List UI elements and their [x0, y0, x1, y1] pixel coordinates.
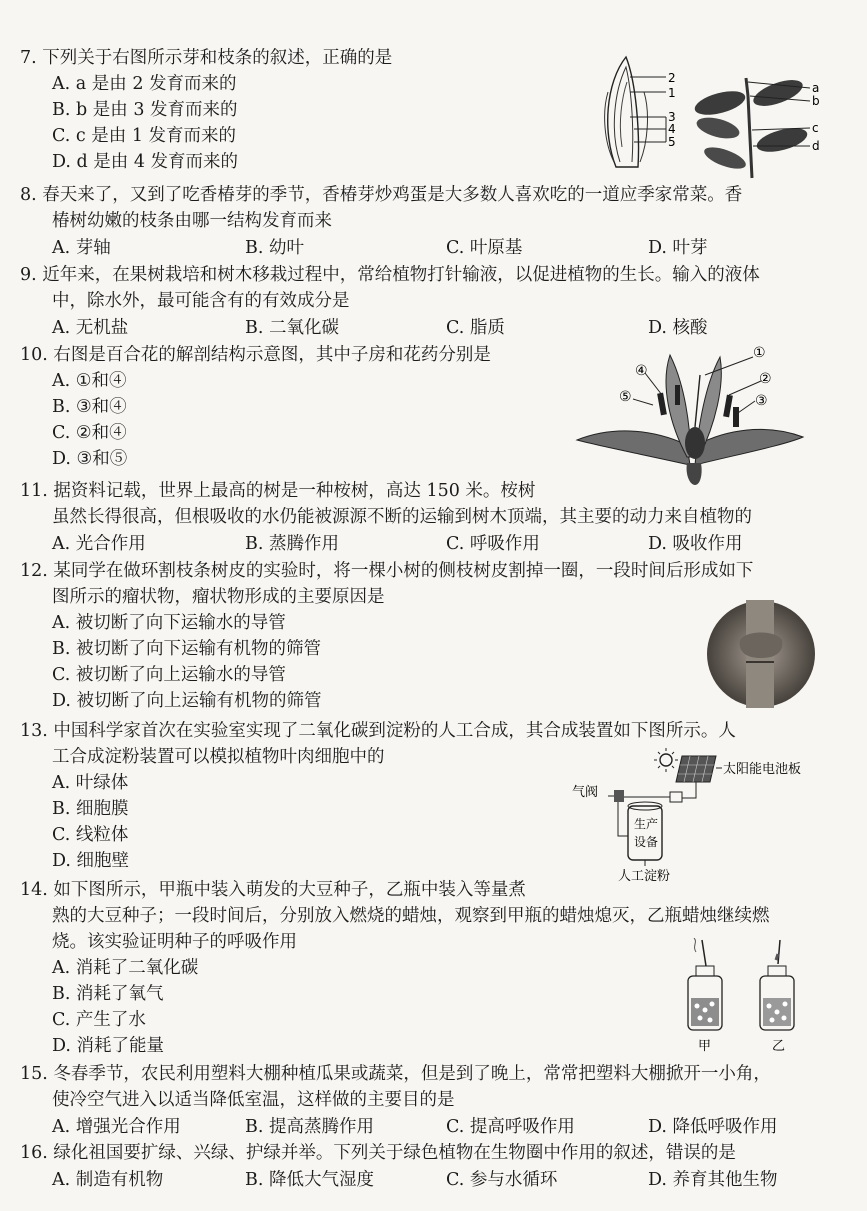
q11-stem-line-1: 11. 据资料记载，世界上最高的树是一种桉树，高达 150 米。桉树 — [20, 481, 536, 501]
q7-option-d: D. d 是由 4 发育而来的 — [52, 152, 239, 172]
q11-option-d: D. 吸收作用 — [648, 534, 743, 554]
q14-option-c: C. 产生了水 — [52, 1010, 146, 1030]
girdled-branch-photo — [706, 600, 816, 708]
q10-stem: 10. 右图是百合花的解剖结构示意图，其中子房和花药分别是 — [20, 345, 491, 365]
q12-option-d: D. 被切断了向上运输有机物的筛管 — [52, 691, 322, 711]
q14-stem-line-1: 14. 如下图所示，甲瓶中装入萌发的大豆种子，乙瓶中装入等量煮 — [20, 880, 526, 900]
q10-option-a: A. ①和④ — [52, 371, 127, 391]
q12-option-a: A. 被切断了向下运输水的导管 — [52, 613, 286, 633]
q8-stem-line-2: 椿树幼嫩的枝条由哪一结构发育而来 — [52, 211, 332, 231]
bottle-yi-label: 乙 — [772, 1039, 786, 1054]
q15-option-a: A. 增强光合作用 — [52, 1117, 181, 1137]
q16-option-c: C. 参与水循环 — [446, 1170, 558, 1190]
q14-stem-line-3: 烧。该实验证明种子的呼吸作用 — [52, 932, 297, 952]
q13-option-c: C. 线粒体 — [52, 825, 129, 845]
q13-stem-line-1: 13. 中国科学家首次在实验室实现了二氧化碳到淀粉的人工合成，其合成装置如下图所示。人 — [20, 721, 736, 741]
bud-label-2: 2 — [668, 71, 676, 85]
flower-label-5: ⑤ — [619, 389, 632, 405]
q8-option-d: D. 叶芽 — [648, 238, 708, 258]
q13-option-b: B. 细胞膜 — [52, 799, 129, 819]
valve-label: 气阀 — [572, 785, 599, 800]
q13-option-d: D. 细胞壁 — [52, 851, 130, 871]
device-label-1: 生产 — [634, 817, 659, 831]
q7-option-c: C. c 是由 1 发育而来的 — [52, 126, 237, 146]
q9-option-b: B. 二氧化碳 — [245, 318, 339, 338]
starch-synthesis-device — [570, 746, 820, 882]
flower-label-3: ③ — [755, 393, 768, 409]
q14-option-a: A. 消耗了二氧化碳 — [52, 958, 199, 978]
question-10 — [20, 342, 491, 472]
q11-stem-line-2: 虽然长得很高，但根吸收的水仍能被源源不断的运输到树木顶端，其主要的动力来自植物的 — [52, 507, 752, 527]
bud-label-1: 1 — [668, 86, 676, 100]
device-label-2: 设备 — [634, 835, 659, 849]
q12-option-c: C. 被切断了向上运输水的导管 — [52, 665, 286, 685]
bottle-jia — [688, 938, 722, 1054]
q9-option-d: D. 核酸 — [648, 318, 708, 338]
q11-option-a: A. 光合作用 — [52, 534, 146, 554]
q16-option-b: B. 降低大气湿度 — [245, 1170, 374, 1190]
valve-icon — [608, 790, 624, 802]
q12-stem-line-2: 图所示的瘤状物，瘤状物形成的主要原因是 — [52, 587, 385, 607]
q16-option-d: D. 养育其他生物 — [648, 1170, 778, 1190]
q15-option-c: C. 提高呼吸作用 — [446, 1117, 575, 1137]
q14-stem-line-2: 熟的大豆种子；一段时间后，分别放入燃烧的蜡烛，观察到甲瓶的蜡烛熄灭，乙瓶蜡烛继续燃 — [52, 906, 770, 926]
q12-option-b: B. 被切断了向下运输有机物的筛管 — [52, 639, 321, 659]
branch-label-b: b — [812, 94, 820, 108]
q11-option-c: C. 呼吸作用 — [446, 534, 540, 554]
q15-option-b: B. 提高蒸腾作用 — [245, 1117, 374, 1137]
q10-option-d: D. ③和⑤ — [52, 449, 128, 469]
q7-option-b: B. b 是由 3 发育而来的 — [52, 100, 238, 120]
q15-stem-line-1: 15. 冬春季节，农民利用塑料大棚种植瓜果或蔬菜，但是到了晚上，常常把塑料大棚掀开一小角， — [20, 1064, 771, 1084]
question-7 — [20, 45, 392, 175]
q13-stem-line-2: 工合成淀粉装置可以模拟植物叶肉细胞中的 — [52, 747, 385, 767]
question-14 — [20, 877, 770, 1059]
q7-option-a: A. a 是由 2 发育而来的 — [52, 74, 237, 94]
q8-option-c: C. 叶原基 — [446, 238, 523, 258]
q8-option-b: B. 幼叶 — [245, 238, 304, 258]
bud-label-5: 5 — [668, 135, 676, 149]
q11-option-b: B. 蒸腾作用 — [245, 534, 339, 554]
question-9 — [20, 262, 760, 314]
q10-option-c: C. ②和④ — [52, 423, 127, 443]
seed-bottles-diagram — [672, 938, 812, 1054]
artificial-starch-label: 人工淀粉 — [618, 869, 671, 882]
q13-option-a: A. 叶绿体 — [52, 773, 129, 793]
q16-stem: 16. 绿化祖国要扩绿、兴绿、护绿并举。下列关于绿色植物在生物圈中作用的叙述，错误的是 — [20, 1143, 736, 1163]
flower-label-4: ④ — [635, 363, 648, 379]
question-8 — [20, 182, 742, 234]
bottle-yi — [760, 940, 794, 1054]
flower-label-2: ② — [759, 371, 772, 387]
question-15 — [20, 1061, 771, 1113]
branch-label-a: a — [812, 81, 820, 95]
flower-label-1: ① — [753, 345, 766, 361]
sun-icon — [654, 748, 678, 772]
q12-stem-line-1: 12. 某同学在做环割枝条树皮的实验时，将一棵小树的侧枝树皮割掉一圈，一段时间后形成如下 — [20, 561, 754, 581]
q8-option-a: A. 芽轴 — [52, 238, 111, 258]
q9-option-a: A. 无机盐 — [52, 318, 129, 338]
question-11 — [20, 478, 752, 530]
bud-label-4: 4 — [668, 122, 676, 136]
q14-option-b: B. 消耗了氧气 — [52, 984, 164, 1004]
q14-option-d: D. 消耗了能量 — [52, 1036, 165, 1056]
q15-stem-line-2: 使冷空气进入以适当降低室温，这样做的主要目的是 — [52, 1090, 455, 1110]
bud-diagram — [596, 52, 696, 172]
q9-stem-line-2: 中，除水外，最可能含有的有效成分是 — [52, 291, 350, 311]
question-12 — [20, 558, 753, 714]
solar-panel-label: 太阳能电池板 — [723, 762, 802, 777]
bud-label-3: 3 — [668, 110, 676, 124]
solar-panel-icon — [676, 756, 716, 782]
q10-option-b: B. ③和④ — [52, 397, 127, 417]
q7-stem: 7. 下列关于右图所示芽和枝条的叙述，正确的是 — [20, 48, 393, 68]
bottle-jia-label: 甲 — [698, 1039, 712, 1054]
branch-label-d: d — [812, 139, 820, 153]
branch-diagram — [690, 68, 830, 180]
q9-stem-line-1: 9. 近年来，在果树栽培和树木移栽过程中，常给植物打针输液，以促进植物的生长。输入的液体 — [20, 265, 760, 285]
lily-flower-diagram — [575, 345, 805, 490]
q8-stem-line-1: 8. 春天来了，又到了吃香椿芽的季节，香椿芽炒鸡蛋是大多数人喜欢吃的一道应季家常菜。香 — [20, 185, 743, 205]
q16-option-a: A. 制造有机物 — [52, 1170, 164, 1190]
branch-label-c: c — [812, 121, 819, 135]
question-16 — [20, 1140, 736, 1166]
q15-option-d: D. 降低呼吸作用 — [648, 1117, 778, 1137]
q9-option-c: C. 脂质 — [446, 318, 505, 338]
